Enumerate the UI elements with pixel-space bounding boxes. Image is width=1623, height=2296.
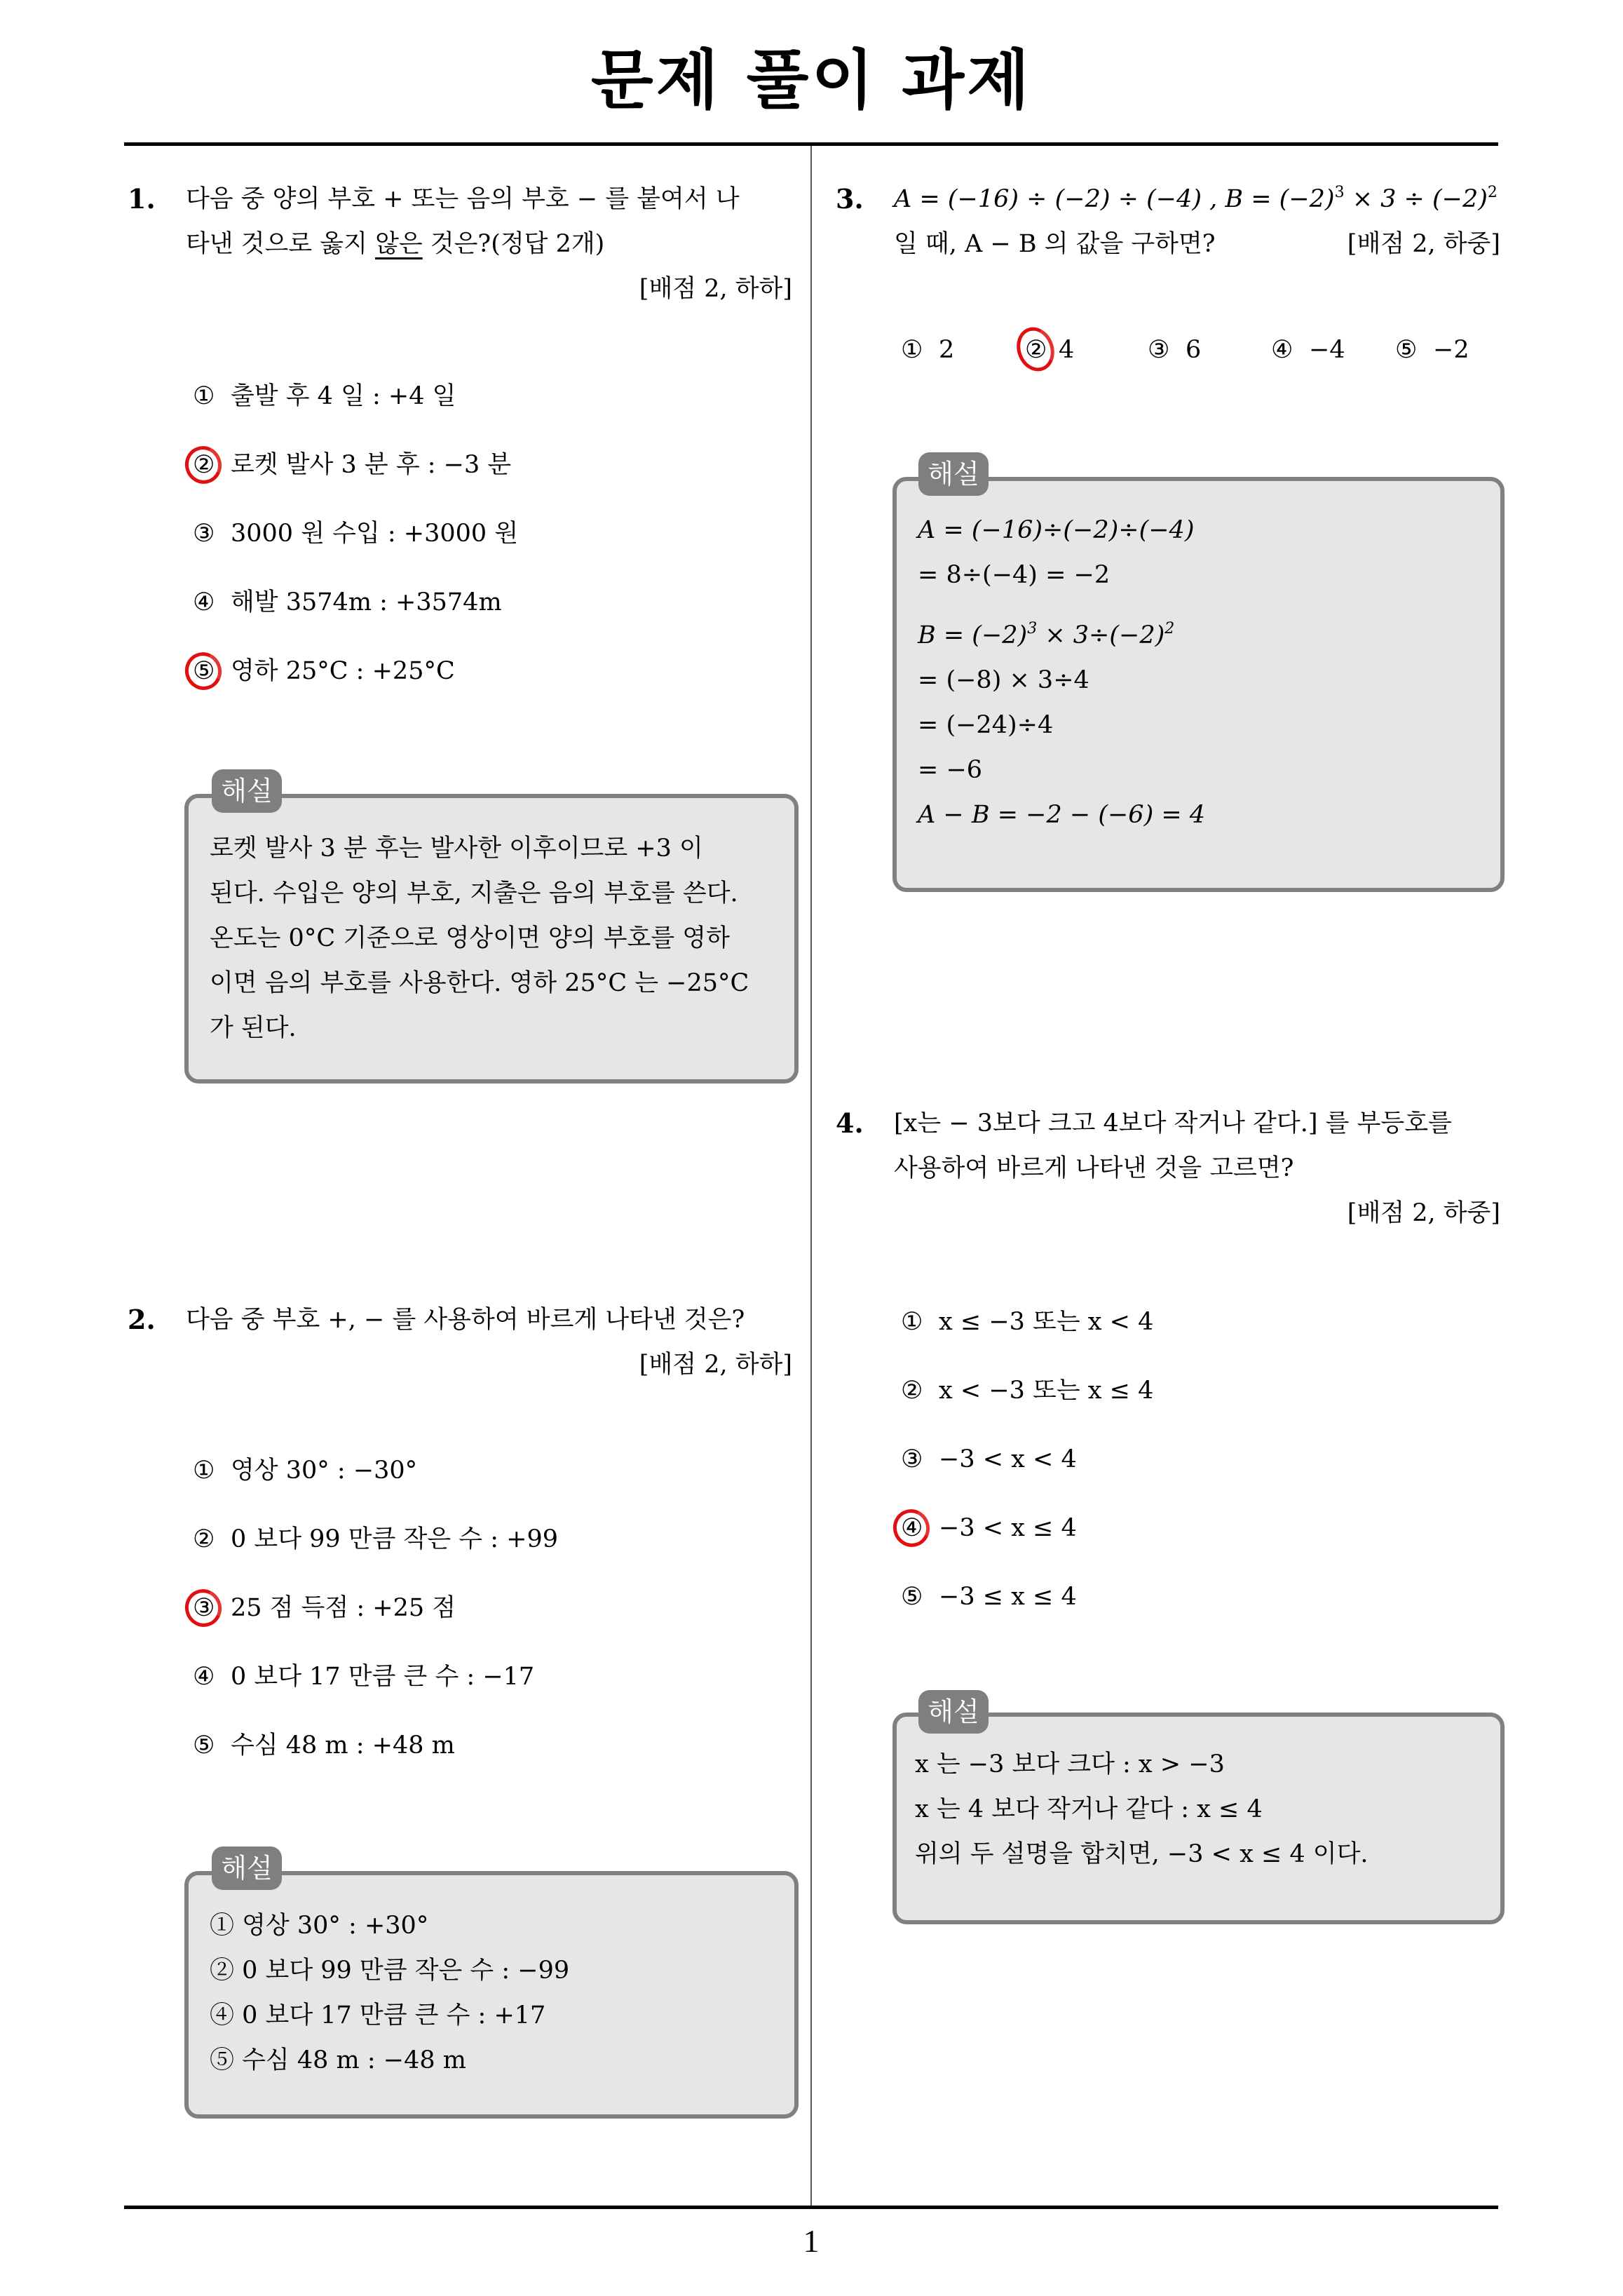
- solution-line: x 는 −3 보다 크다 : x > −3: [915, 1750, 1225, 1778]
- solution-tab: 해설: [918, 452, 989, 496]
- option-4[interactable]: [193, 585, 502, 620]
- solution-line: 온도는 0°C 기준으로 영상이면 양의 부호를 영하: [210, 924, 730, 952]
- underlined-word: 않은: [375, 230, 423, 258]
- question-number: 4.: [836, 1107, 864, 1139]
- option-mark: ②: [193, 1525, 215, 1553]
- question-text-segment: 타낸 것으로 옳지: [186, 230, 376, 258]
- solution-box: [184, 794, 799, 1083]
- question-number: 2.: [128, 1304, 156, 1335]
- option-text: 영하 25°C : +25°C: [231, 657, 455, 685]
- question-text-line-2: 일 때, A − B 의 값을 구하면?: [894, 230, 1216, 258]
- page-title: 문제 풀이 과제: [590, 43, 1033, 118]
- formula-part: × 3 ÷ (−2): [1344, 185, 1488, 213]
- question-text-line-1: [894, 177, 1498, 222]
- question-number: 1.: [128, 183, 156, 215]
- column-divider: [810, 146, 812, 2206]
- score-label: [배점 2, 하하]: [639, 275, 792, 303]
- exponent: 3: [1334, 184, 1345, 201]
- option-mark: ②: [1025, 336, 1047, 364]
- option-text: x < −3 또는 x ≤ 4: [939, 1377, 1154, 1405]
- option-text: −3 < x < 4: [939, 1445, 1077, 1473]
- option-1[interactable]: [901, 1304, 1153, 1339]
- solution-box: [892, 1713, 1505, 1924]
- score-label: [배점 2, 하중]: [1347, 230, 1500, 258]
- footer-rule: [124, 2206, 1498, 2209]
- score-label: [배점 2, 하중]: [1347, 1199, 1500, 1227]
- formula-part: B = (−2): [918, 621, 1028, 649]
- option-4[interactable]: [193, 1659, 534, 1694]
- option-5[interactable]: [1395, 332, 1469, 367]
- option-mark: ③: [901, 1445, 923, 1473]
- option-mark: ④: [193, 588, 215, 616]
- question-number: 3.: [836, 183, 864, 215]
- option-text: 출발 후 4 일 : +4 일: [231, 382, 456, 410]
- exponent: 2: [1487, 184, 1498, 201]
- solution-line: 위의 두 설명을 합치면, −3 < x ≤ 4 이다.: [915, 1840, 1369, 1868]
- option-mark: ③: [193, 1594, 215, 1622]
- option-text: −3 ≤ x ≤ 4: [939, 1583, 1077, 1611]
- option-text: −2: [1433, 336, 1469, 364]
- option-2[interactable]: [193, 447, 511, 482]
- option-mark: ①: [193, 1457, 215, 1485]
- question-text-line-2: [186, 222, 604, 266]
- option-mark: ④: [1271, 336, 1293, 364]
- option-mark: ⑤: [1395, 336, 1418, 364]
- solution-line: [918, 613, 1486, 658]
- question-text-line-2: 사용하여 바르게 나타낸 것을 고르면?: [894, 1154, 1294, 1182]
- option-mark: ④: [901, 1514, 923, 1542]
- option-3[interactable]: [193, 1591, 456, 1626]
- option-mark: ④: [193, 1663, 215, 1691]
- option-5[interactable]: [901, 1579, 1077, 1614]
- option-text: 3000 원 수입 : +3000 원: [231, 520, 519, 548]
- option-text: 0 보다 99 만큼 작은 수 : +99: [231, 1525, 559, 1553]
- solution-line: 된다. 수입은 양의 부호, 지출은 음의 부호를 쓴다.: [210, 879, 738, 907]
- page-number: 1: [803, 2223, 820, 2259]
- formula-part: A = (−16) ÷ (−2) ÷ (−4) , B = (−2): [894, 185, 1335, 213]
- option-text: x ≤ −3 또는 x < 4: [939, 1308, 1154, 1336]
- exponent: 2: [1164, 620, 1175, 637]
- option-text: −3 < x ≤ 4: [939, 1514, 1077, 1542]
- option-mark: ⑤: [901, 1583, 923, 1611]
- option-text: 25 점 득점 : +25 점: [231, 1594, 456, 1622]
- option-mark: ②: [193, 451, 215, 479]
- option-mark: ⑤: [193, 1731, 215, 1760]
- option-5[interactable]: [193, 654, 455, 689]
- option-5[interactable]: [193, 1728, 455, 1763]
- option-3[interactable]: [901, 1442, 1077, 1477]
- solution-box: [184, 1871, 799, 2119]
- solution-line: 이면 음의 부호를 사용한다. 영하 25°C 는 −25°C: [210, 969, 749, 997]
- option-2[interactable]: [901, 1373, 1153, 1408]
- score-label: [배점 2, 하하]: [639, 1351, 792, 1379]
- solution-line: ② 0 보다 99 만큼 작은 수 : −99: [210, 1957, 570, 1985]
- option-mark: ②: [901, 1377, 923, 1405]
- option-mark: ①: [901, 336, 923, 364]
- solution-line: 가 된다.: [210, 1014, 297, 1042]
- solution-line: ① 영상 30° : +30°: [210, 1912, 429, 1940]
- option-text: −4: [1309, 336, 1345, 364]
- solution-line: A − B = −2 − (−6) = 4: [918, 801, 1206, 829]
- solution-line: = −6: [918, 756, 983, 784]
- option-mark: ③: [193, 520, 215, 548]
- option-text: 로켓 발사 3 분 후 : −3 분: [231, 451, 512, 479]
- solution-tab: 해설: [212, 1846, 282, 1890]
- option-text: 0 보다 17 만큼 큰 수 : −17: [231, 1663, 535, 1691]
- solution-line: = (−8) × 3÷4: [918, 666, 1089, 694]
- exponent: 3: [1027, 620, 1038, 637]
- option-mark: ⑤: [193, 657, 215, 685]
- solution-line: ④ 0 보다 17 만큼 큰 수 : +17: [210, 2001, 546, 2030]
- option-text: 4: [1059, 336, 1075, 364]
- solution-line: = (−24)÷4: [918, 711, 1054, 739]
- option-mark: ③: [1148, 336, 1170, 364]
- option-mark: ①: [901, 1308, 923, 1336]
- solution-tab: 해설: [918, 1690, 989, 1734]
- question-text-line-1: 다음 중 양의 부호 + 또는 음의 부호 − 를 붙여서 나: [186, 185, 740, 213]
- solution-line: ⑤ 수심 48 m : −48 m: [210, 2046, 466, 2074]
- solution-line: x 는 4 보다 작거나 같다 : x ≤ 4: [915, 1795, 1263, 1823]
- option-1[interactable]: [901, 332, 954, 367]
- option-text: 2: [939, 336, 955, 364]
- option-4[interactable]: [1271, 332, 1345, 367]
- option-1[interactable]: [193, 1453, 417, 1488]
- question-text-line-1: [x는 − 3보다 크고 4보다 작거나 같다.] 를 부등호를: [894, 1109, 1452, 1137]
- option-mark: ①: [193, 382, 215, 410]
- answer-circle-mark: [1011, 322, 1061, 377]
- option-text: 6: [1186, 336, 1202, 364]
- solution-box: [892, 477, 1505, 892]
- solution-tab: 해설: [212, 769, 282, 813]
- option-1[interactable]: [193, 379, 456, 414]
- option-text: 수심 48 m : +48 m: [231, 1731, 455, 1760]
- option-2[interactable]: [193, 1522, 558, 1557]
- solution-line: A = (−16)÷(−2)÷(−4): [918, 516, 1195, 544]
- question-text-line-1: 다음 중 부호 +, − 를 사용하여 바르게 나타낸 것은?: [186, 1306, 745, 1334]
- option-text: 해발 3574m : +3574m: [231, 588, 502, 616]
- question-text-segment: 것은?(정답 2개): [422, 230, 605, 258]
- option-3[interactable]: [1148, 332, 1201, 367]
- option-text: 영상 30° : −30°: [231, 1457, 418, 1485]
- solution-line: = 8÷(−4) = −2: [918, 561, 1111, 589]
- solution-line: 로켓 발사 3 분 후는 발사한 이후이므로 +3 이: [210, 835, 703, 863]
- formula-part: × 3÷(−2): [1037, 621, 1165, 649]
- option-3[interactable]: [193, 516, 518, 551]
